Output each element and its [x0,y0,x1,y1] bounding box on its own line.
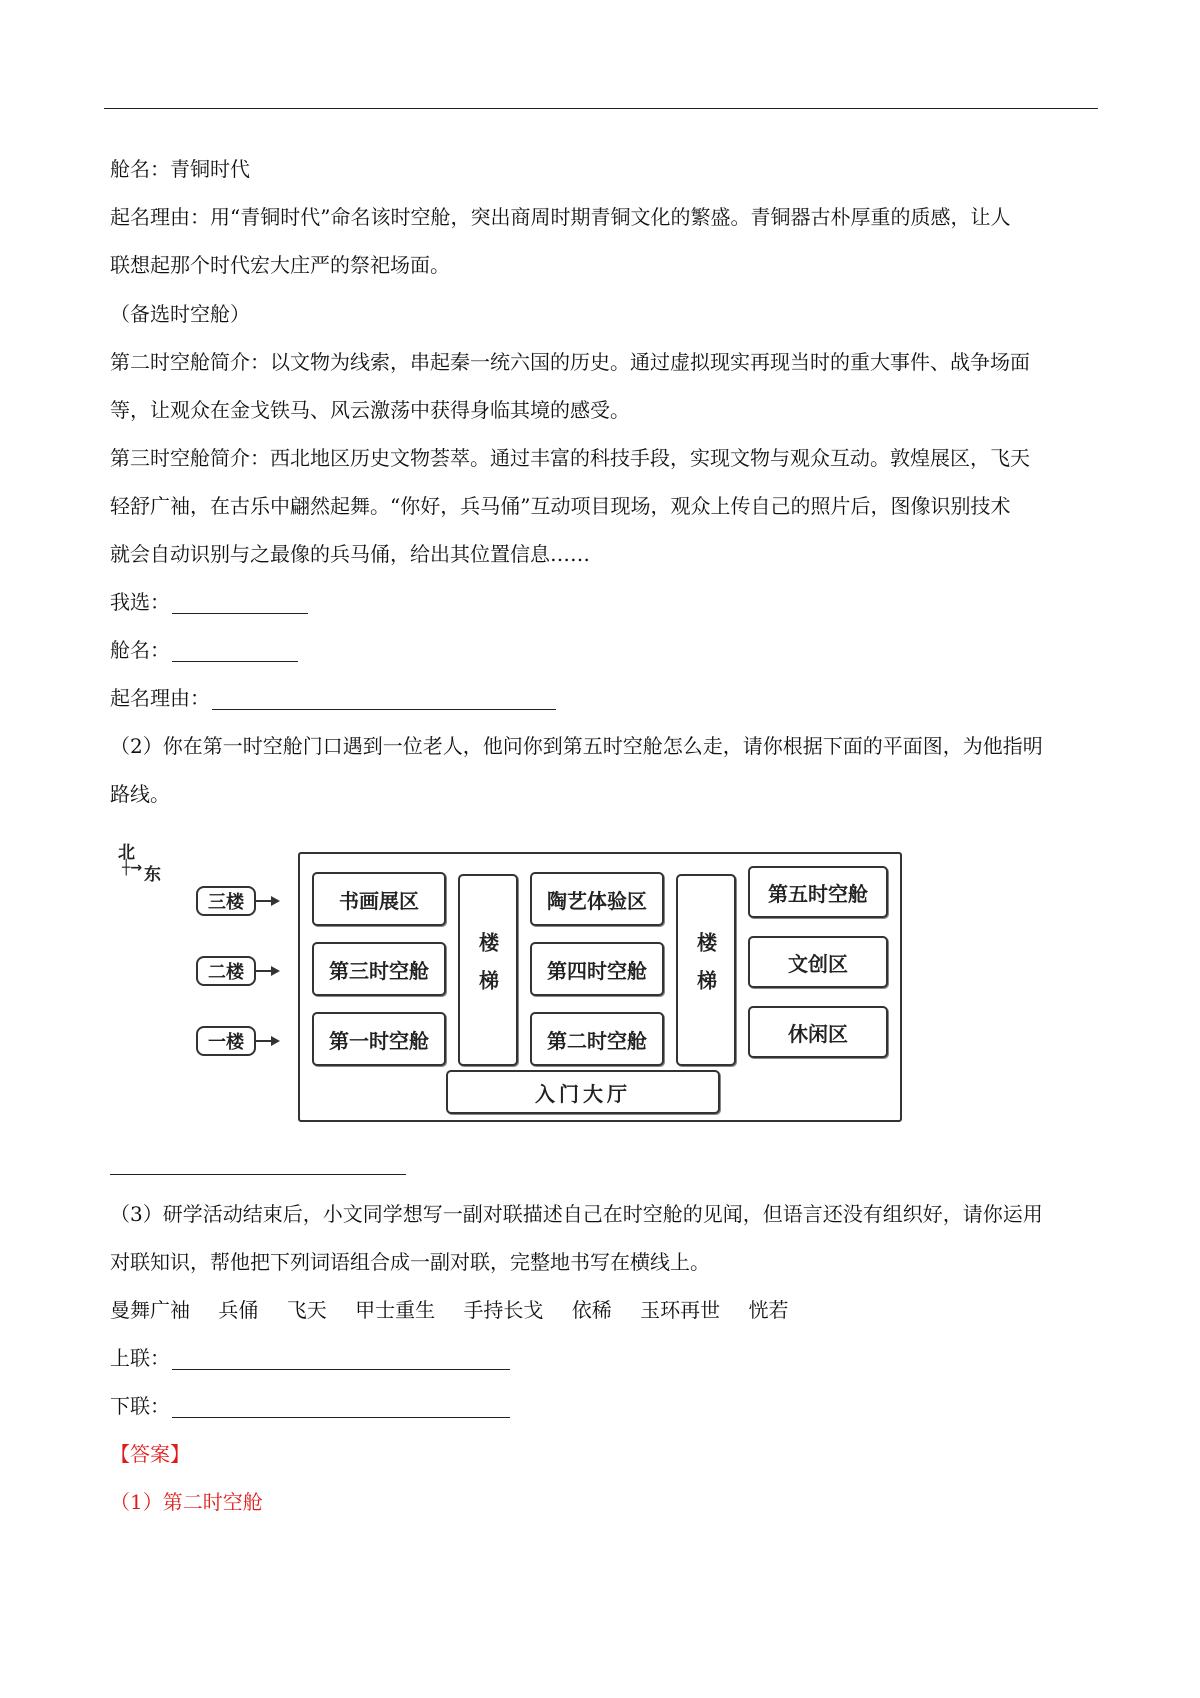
floor-3-arrow [254,900,278,902]
first-cabin: 第一时空舱 [312,1012,446,1066]
floor-1-arrow [254,1040,278,1042]
fourth-cabin: 第四时空舱 [530,942,664,996]
lower-couplet-row [110,1394,1100,1418]
reason-label: 起名理由： [110,686,210,710]
answer-1: （1）第二时空舱 [110,1490,263,1514]
cabin-name-line: 舱名：青铜时代 [110,157,250,181]
reason-blank[interactable] [212,689,556,710]
answer-header: 【答案】 [110,1442,190,1466]
second-cabin: 第二时空舱 [530,1012,664,1066]
third-cabin-line-2: 轻舒广袖，在古乐中翩然起舞。“你好，兵马俑”互动项目现场，观众上传自己的照片后，图像识别技术 [110,494,1011,518]
pottery-area: 陶艺体验区 [530,872,664,926]
word-item: 依稀 [571,1298,612,1322]
name-label: 舱名： [110,638,170,662]
word-item: 恍若 [748,1298,789,1322]
floor-3-label: 三楼 [196,886,256,916]
compass-east: 东 [144,865,161,885]
calligraphy-area: 书画展区 [312,872,446,926]
choose-label: 我选： [110,590,170,614]
upper-couplet-row [110,1346,1100,1370]
word-item: 玉环再世 [640,1298,721,1322]
word-item: 曼舞广袖 [110,1298,190,1322]
header-rule [104,108,1098,109]
reason-row [110,686,1100,710]
third-cabin-line-3: 就会自动识别与之最像的兵马俑，给出其位置信息…… [110,542,590,566]
upper-label: 上联： [110,1346,170,1370]
compass-arrow-icon: ┼→ [122,860,143,876]
reason-line-1: 起名理由：用“青铜时代”命名该时空舱，突出商周时期青铜文化的繁盛。青铜器古朴厚重的质感，让人 [110,205,1011,229]
floor-1-label: 一楼 [196,1026,256,1056]
alt-cabin-header: （备选时空舱） [110,302,250,326]
choose-blank[interactable] [172,593,308,614]
q3-line-1: （3）研学活动结束后，小文同学想写一副对联描述自己在时空舱的见闻，但语言还没有组织好，请你运用 [110,1202,1043,1226]
creative-area: 文创区 [748,936,888,988]
second-cabin-line-2: 等，让观众在金戈铁马、风云激荡中获得身临其境的感受。 [110,398,630,422]
reason-line-2: 联想起那个时代宏大庄严的祭祀场面。 [110,253,450,277]
stair-right: 楼梯 [676,874,736,1066]
word-item: 甲士重生 [355,1298,436,1322]
second-cabin-line-1: 第二时空舱简介：以文物为线索，串起秦一统六国的历史。通过虚拟现实再现当时的重大事件、战争场面 [110,350,1030,374]
compass [118,838,168,888]
word-item: 兵俑 [218,1298,259,1322]
name-row [110,638,1100,662]
floor-2-label: 二楼 [196,956,256,986]
word-list [110,1298,1100,1322]
third-cabin: 第三时空舱 [312,942,446,996]
q2-line-1: （2）你在第一时空舱门口遇到一位老人，他问你到第五时空舱怎么走，请你根据下面的平面图，为他指明 [110,734,1043,758]
lower-blank[interactable] [172,1397,510,1418]
leisure-area: 休闲区 [748,1006,888,1058]
q2-line-2: 路线。 [110,782,170,806]
choose-row [110,590,1100,614]
word-item: 飞天 [286,1298,327,1322]
floor-2-arrow [254,970,278,972]
third-cabin-line-1: 第三时空舱简介：西北地区历史文物荟萃。通过丰富的科技手段，实现文物与观众互动。敦煌展区，飞天 [110,446,1030,470]
floor-plan [116,838,906,1128]
stair-left: 楼梯 [458,874,518,1066]
answer-blank-q2[interactable] [110,1174,406,1175]
name-blank[interactable] [172,641,298,662]
lobby: 入门大厅 [446,1070,720,1114]
compass-north: 北 [118,843,135,863]
upper-blank[interactable] [172,1349,510,1370]
word-item: 手持长戈 [463,1298,544,1322]
lower-label: 下联： [110,1394,170,1418]
q3-line-2: 对联知识，帮他把下列词语组合成一副对联，完整地书写在横线上。 [110,1250,710,1274]
fifth-cabin: 第五时空舱 [748,866,888,918]
